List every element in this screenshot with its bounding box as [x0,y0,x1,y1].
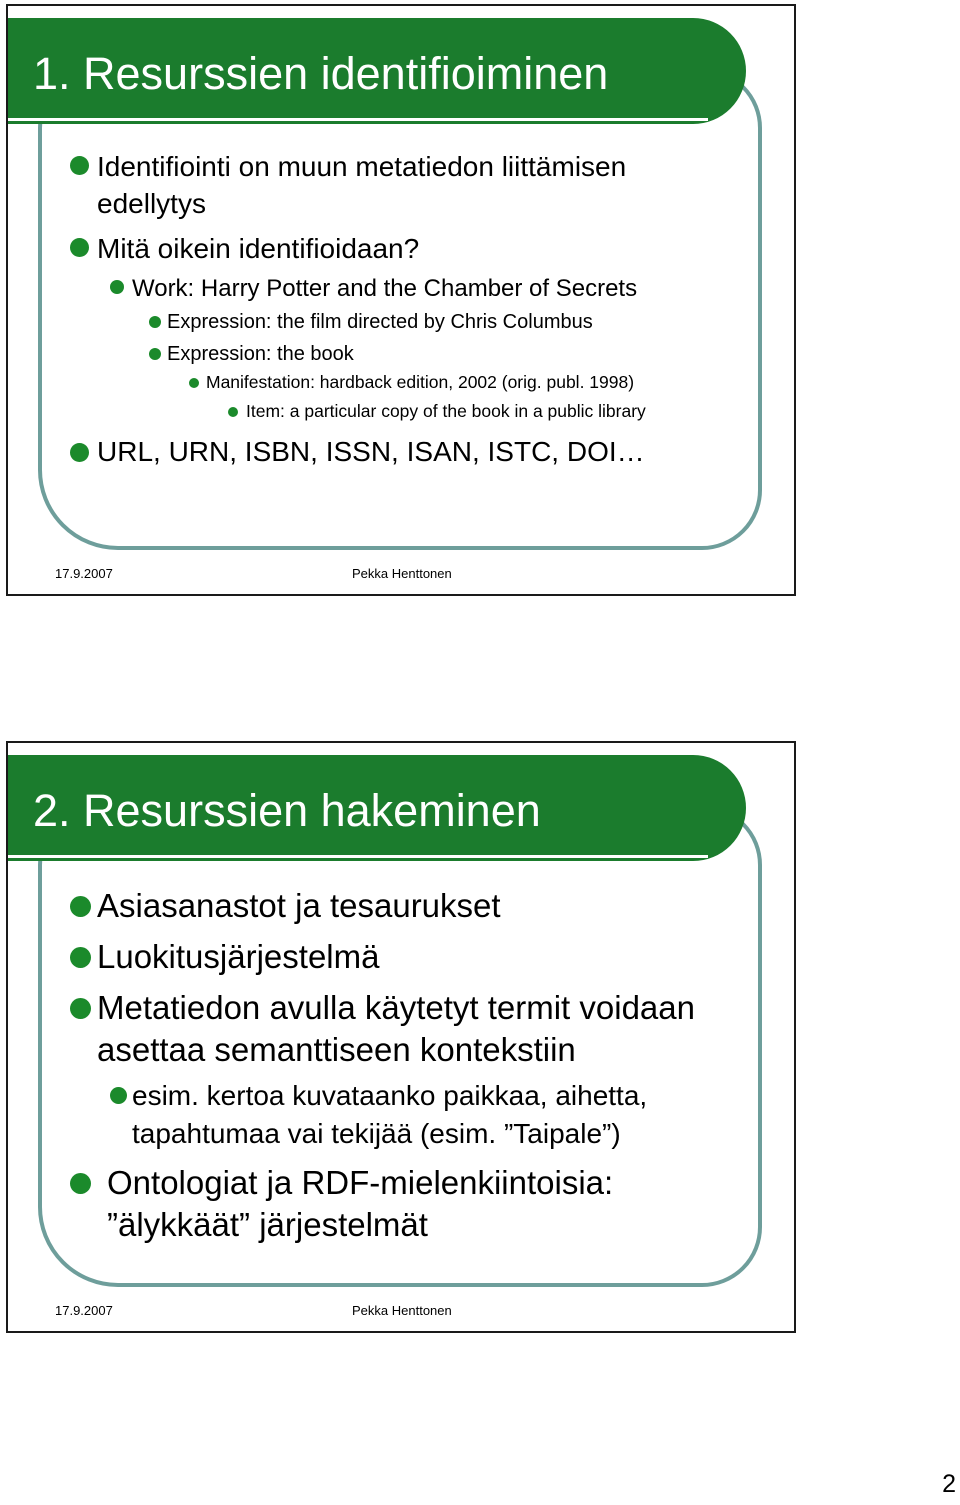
bullet-text: Mitä oikein identifioidaan? [97,233,420,264]
page-number: 2 [942,1470,956,1498]
footer-date: 17.9.2007 [55,1303,113,1318]
bullet-icon [110,280,124,294]
bullet-text-continued: ”älykkäät” järjestelmät [107,1206,428,1243]
bullet-text: Metatiedon avulla käytetyt termit voidaan [97,989,695,1026]
bullet-icon [70,443,89,462]
bullet-icon [70,1173,91,1194]
footer-author: Pekka Henttonen [352,1303,452,1318]
bullet-text: Work: Harry Potter and the Chamber of Secrets [132,275,638,302]
footer-author: Pekka Henttonen [352,566,452,581]
bullet-icon [70,896,91,917]
bullet-text: Asiasanastot ja tesaurukset [97,887,501,924]
bullet-text: Ontologiat ja RDF-mielenkiintoisia: [107,1164,614,1201]
bullet-text: Expression: the film directed by Chris Columbus [167,311,593,333]
bullet-icon [149,348,161,360]
bullet-text: Luokitusjärjestelmä [97,938,380,975]
bullet-icon [149,316,161,328]
bullet-text: Item: a particular copy of the book in a public library [246,401,646,421]
bullet-icon [70,238,89,257]
bullet-icon [189,378,199,388]
slide-2 [6,741,796,1333]
bullet-icon [110,1087,127,1104]
bullet-icon [228,407,238,417]
slide-title: 2. Resurssien hakeminen [33,785,541,836]
footer-date: 17.9.2007 [55,566,113,581]
bullet-icon [70,998,91,1019]
slide-1 [6,4,796,596]
bullet-text: esim. kertoa kuvataanko paikkaa, aihetta, [132,1080,648,1111]
slide-title: 1. Resurssien identifioiminen [33,48,609,99]
bullet-text-continued: edellytys [97,188,206,219]
bullet-list [8,743,794,1331]
bullet-text: URL, URN, ISBN, ISSN, ISAN, ISTC, DOI… [97,436,645,467]
bullet-text-continued: asettaa semanttiseen kontekstiin [97,1031,576,1068]
bullet-text: Identifiointi on muun metatiedon liittämisen [97,151,627,182]
bullet-text-continued: tapahtumaa vai tekijää (esim. ”Taipale”) [132,1118,621,1149]
bullet-icon [70,947,91,968]
bullet-text: Manifestation: hardback edition, 2002 (orig. publ. 1998) [206,372,635,392]
bullet-text: Expression: the book [167,343,354,365]
bullet-icon [70,156,89,175]
bullet-list [8,6,794,594]
